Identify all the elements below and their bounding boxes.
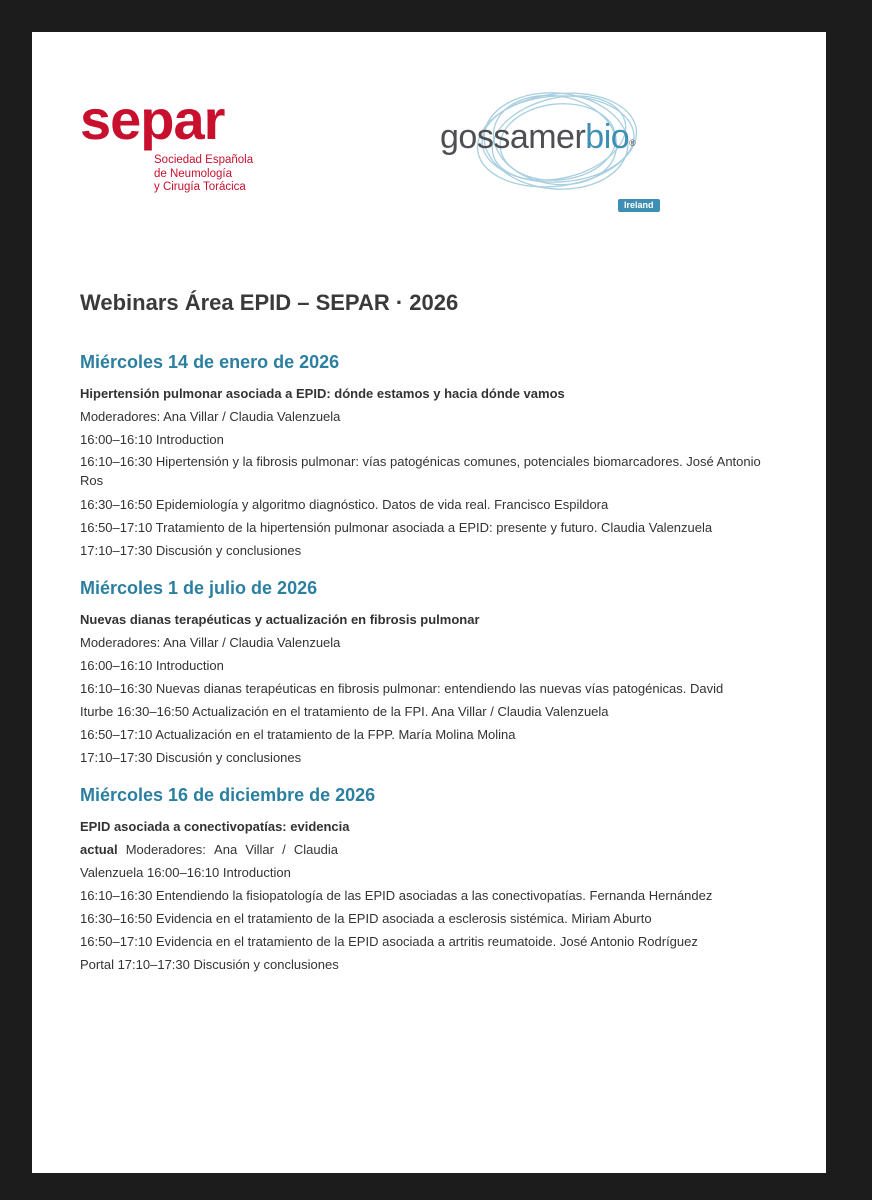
separ-subtitle-line: Sociedad Española [154, 154, 254, 166]
agenda-item: 17:10–17:30 Discusión y conclusiones [80, 750, 302, 765]
moderators-word: / [282, 842, 286, 857]
section-title: Hipertensión pulmonar asociada a EPID: dónde estamos y hacia dónde vamos [80, 386, 565, 401]
webinar-section [80, 576, 780, 769]
bio-text: bio [585, 118, 630, 156]
moderators: Moderadores: Ana Villar / Claudia Valenzuela [80, 409, 341, 424]
separ-subtitle-line: y Cirugía Torácica [154, 181, 246, 193]
agenda-item: 16:30–16:50 Evidencia en el tratamiento de la EPID asociada a esclerosis sistémica. Miriam Aburto [80, 911, 652, 926]
moderators-word: Ana [214, 842, 238, 857]
section-title-continued: actual [80, 842, 118, 857]
moderators-word: Claudia [293, 842, 338, 857]
gossamer-bio-logo [432, 82, 682, 210]
gossamer-wordmark [440, 118, 635, 156]
agenda-item: 17:10–17:30 Discusión y conclusiones [80, 543, 302, 558]
webinar-section [80, 783, 780, 976]
ireland-tag: Ireland [618, 199, 660, 212]
gossamer-text: gossamer [440, 118, 586, 156]
separ-subtitle-line: de Neumología [154, 167, 232, 180]
moderators [80, 838, 338, 861]
agenda-item: 16:10–16:30 Hipertensión y la fibrosis pulmonar: vías patogénicas comunes, potenciales biomarcadores. José Antonio Ros [80, 454, 761, 488]
registered-mark: ® [629, 138, 636, 148]
section-date: Miércoles 16 de diciembre de 2026 [80, 785, 376, 805]
separ-logo [80, 88, 280, 212]
moderators: Moderadores: Ana Villar / Claudia Valenzuela [80, 635, 341, 650]
page-title: Webinars Área EPID – SEPAR · 2026 [80, 290, 459, 315]
agenda-item: 16:10–16:30 Entendiendo la fisiopatología de las EPID asociadas a las conectivopatías. Fernanda Hernández [80, 888, 713, 903]
section-title: Nuevas dianas terapéuticas y actualización en fibrosis pulmonar [80, 612, 480, 627]
webinar-section [80, 350, 780, 562]
section-title: EPID asociada a conectivopatías: evidencia [80, 819, 350, 834]
agenda-item: Valenzuela 16:00–16:10 Introduction [80, 865, 291, 880]
moderators-word: Villar [245, 842, 274, 857]
separ-subtitle [154, 154, 280, 195]
moderators-word: Moderadores: [125, 842, 206, 857]
agenda-item: 16:30–16:50 Epidemiología y algoritmo diagnóstico. Datos de vida real. Francisco Espildora [80, 497, 609, 512]
agenda-item: 16:50–17:10 Tratamiento de la hipertensión pulmonar asociada a EPID: presente y futuro. Claudia Valenzuela [80, 520, 713, 535]
section-date: Miércoles 14 de enero de 2026 [80, 352, 340, 372]
agenda-item: Iturbe 16:30–16:50 Actualización en el tratamiento de la FPI. Ana Villar / Claudia Valenzuela [80, 704, 609, 719]
agenda-item: 16:50–17:10 Actualización en el tratamiento de la FPP. María Molina Molina [80, 727, 516, 742]
document-page [32, 32, 826, 1173]
agenda-item: 16:00–16:10 Introduction [80, 432, 224, 447]
agenda-item: 16:00–16:10 Introduction [80, 658, 224, 673]
section-date: Miércoles 1 de julio de 2026 [80, 578, 318, 598]
agenda-item: 16:50–17:10 Evidencia en el tratamiento de la EPID asociada a artritis reumatoide. José Antonio Rodríguez [80, 934, 698, 949]
webinar-schedule [80, 350, 780, 990]
agenda-item: Portal 17:10–17:30 Discusión y conclusiones [80, 957, 339, 972]
separ-wordmark: separ [80, 88, 225, 151]
agenda-item: 16:10–16:30 Nuevas dianas terapéuticas en fibrosis pulmonar: entendiendo las nuevas vías patogénicas. David [80, 681, 724, 696]
